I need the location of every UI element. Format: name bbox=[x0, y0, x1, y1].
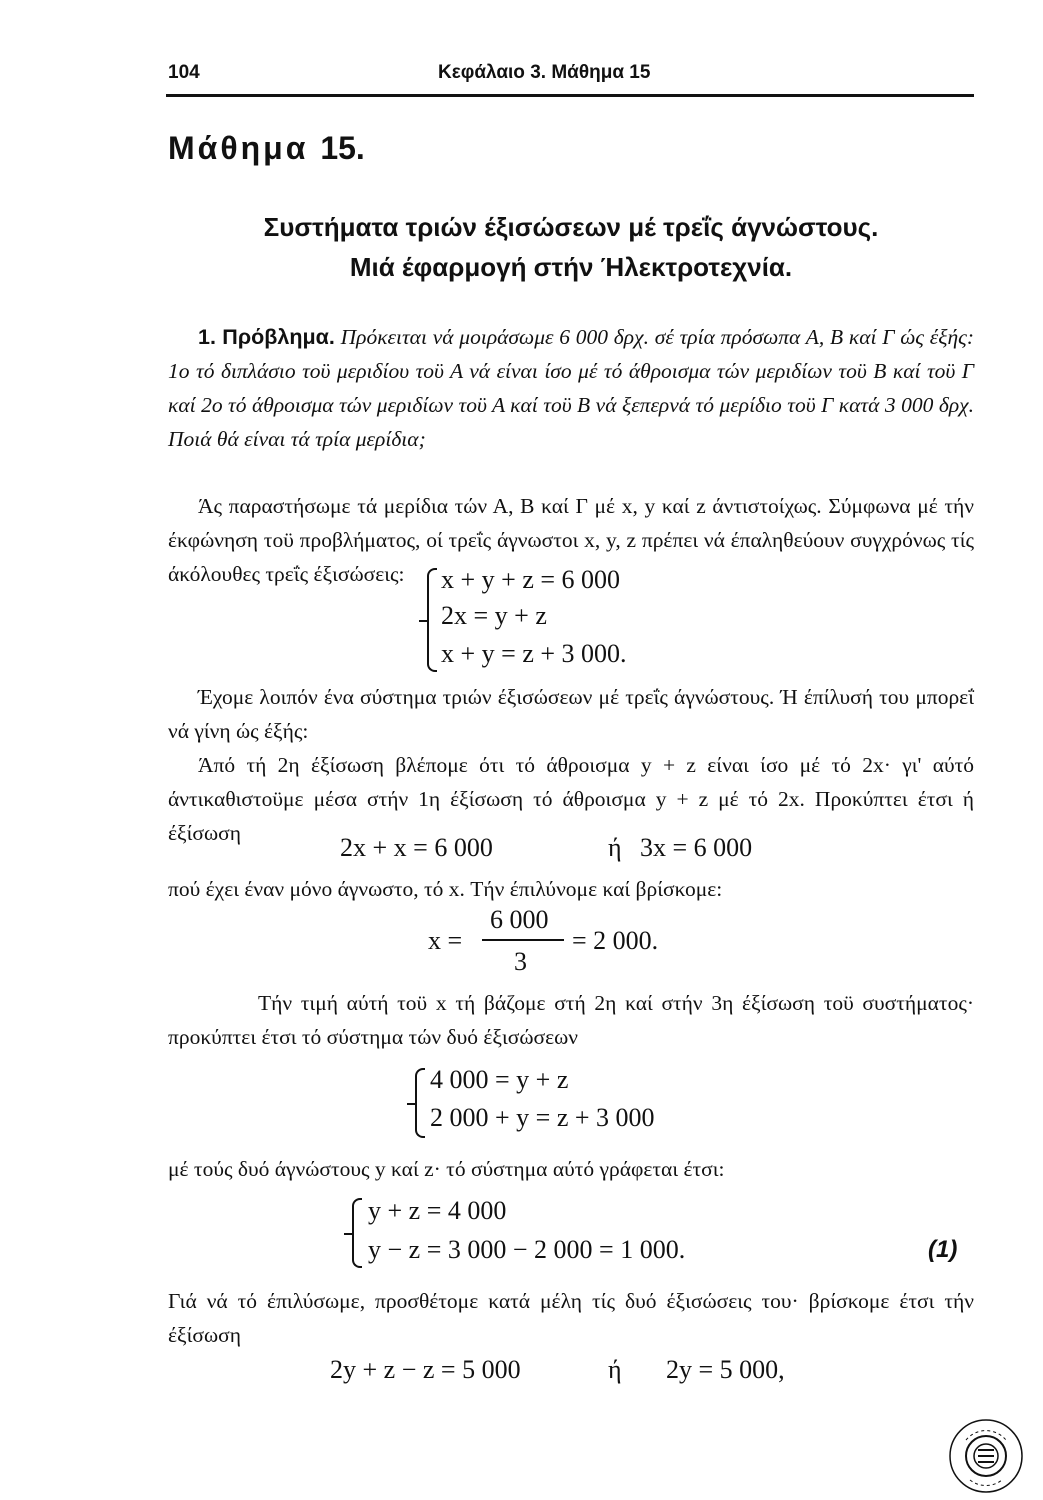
fraction-numerator: 6 000 bbox=[490, 905, 549, 934]
system1-brace bbox=[427, 568, 437, 672]
single-eq-or: ή bbox=[608, 833, 622, 862]
system3-brace bbox=[352, 1198, 362, 1268]
problem-text-line1: Πρόκειται νά μοιράσωμε 6 000 δρχ. σέ τρία bbox=[340, 325, 715, 349]
paragraph-with bbox=[168, 1152, 974, 1186]
lesson-word: Μάθημα bbox=[168, 130, 309, 166]
paragraph-from bbox=[168, 748, 974, 850]
paragraph-value-text: Τήν τιμή αύτή τοϋ x τή βάζομε στή 2η καί στήν 3η έξίσωση τοϋ συστήματος· προκύπτει έτσι τό σύστημα τών δυό έξισώσεων bbox=[168, 991, 974, 1049]
system2-eq2: 2 000 + y = z + 3 000 bbox=[430, 1103, 655, 1132]
system1-eq3: x + y = z + 3 000. bbox=[441, 639, 627, 668]
final-eq-right: 2y = 5 000, bbox=[666, 1355, 785, 1384]
section-title-line1: Συστήματα τριών έξισώσεων μέ τρεΐς άγνώστους. bbox=[263, 212, 879, 242]
problem-label: 1. Πρόβλημα. bbox=[198, 325, 335, 349]
header-rule bbox=[166, 94, 974, 97]
final-eq-left: 2y + z − z = 5 000 bbox=[330, 1355, 521, 1384]
single-eq-left: 2x + x = 6 000 bbox=[340, 833, 493, 862]
paragraph-which bbox=[168, 872, 974, 906]
system1-eq2: 2x = y + z bbox=[441, 601, 547, 630]
problem-text-rest: πρόσωπα Α, Β καί Γ ώς έξής: 1ο τό διπλάσιο τοϋ μεριδίου τοϋ Α νά είναι ίσο μέ τό άθροισμα τών μεριδίων τοϋ Β καί τοϋ Γ καί 2ο τό άθροισμα τών μεριδίων τοϋ Α καί τοϋ Β νά ξεπερνά τό μερίδιο τοϋ Γ κατά 3 000 δρχ. Ποιά θά είναι τά τρία μερίδια; bbox=[168, 325, 974, 451]
system2-eq1: 4 000 = y + z bbox=[430, 1065, 569, 1094]
paragraph-solve-text: Γιά νά τό έπιλύσωμε, προσθέτομε κατά μέλη τίς δυό έξισώσεις του· βρίσκομε έτσι τήν έξίσωση bbox=[168, 1289, 974, 1347]
single-eq-right: 3x = 6 000 bbox=[640, 833, 753, 862]
running-title: Κεφάλαιο 3. Μάθημα 15 bbox=[438, 62, 651, 83]
problem-paragraph bbox=[168, 320, 974, 456]
system3-label: (1) bbox=[928, 1236, 958, 1263]
lesson-heading bbox=[168, 130, 365, 167]
paragraph-value bbox=[168, 986, 974, 1054]
system3-eq1: y + z = 4 000 bbox=[368, 1196, 507, 1225]
paragraph-have bbox=[168, 680, 974, 748]
fraction-rhs: = 2 000. bbox=[572, 926, 659, 955]
final-eq-or: ή bbox=[608, 1355, 622, 1384]
fraction-bar bbox=[482, 939, 564, 941]
fraction-denominator: 3 bbox=[514, 947, 527, 976]
system3-eq2: y − z = 3 000 − 2 000 = 1 000. bbox=[368, 1235, 686, 1264]
running-header bbox=[168, 62, 974, 92]
fraction-lhs: x = bbox=[428, 926, 463, 955]
paragraph-solve bbox=[168, 1284, 974, 1352]
system1-eq1: x + y + z = 6 000 bbox=[441, 565, 621, 594]
section-title-line2: Μιά έφαρμογή στήν Ήλεκτροτεχνία. bbox=[349, 252, 793, 282]
paragraph-have-text: Έχομε λοιπόν ένα σύστημα τριών έξισώσεων μέ τρεΐς άγνώστους. Ή έπίλυσή του μπορεΐ νά γίνη ώς έξής: bbox=[168, 685, 974, 743]
foundation-seal-icon bbox=[948, 1418, 1024, 1494]
page-number: 104 bbox=[168, 62, 200, 83]
system2-brace bbox=[415, 1068, 425, 1138]
paragraph-let-text: Άς παραστήσωμε τά μερίδια τών Α, Β καί Γ μέ x, y καί z άντιστοίχως. Σύμφωνα μέ τήν έκφώνηση τοϋ προβλήματος, οί τρεΐς άγνωστοι x, y, z πρέπει νά έπαληθεύουν συγχρόνως τίς άκόλουθες τρεΐς έξισώσεις: bbox=[168, 494, 974, 586]
paragraph-which-text: πού έχει έναν μόνο άγνωστο, τό x. Τήν έπιλύνομε καί βρίσκομε: bbox=[168, 877, 723, 901]
lesson-number: 15. bbox=[320, 130, 365, 166]
paragraph-with-text: μέ τούς δυό άγνώστους y καί z· τό σύστημα αύτό γράφεται έτσι: bbox=[168, 1157, 725, 1181]
paragraph-from-text: Άπό τή 2η έξίσωση βλέπομε ότι τό άθροισμα y + z είναι ίσο μέ τό 2x· γι' αύτό άντικαθιστοϋμε μέσα στήν 1η έξίσωση τό άθροισμα y + z μέ τό 2x. Προκύπτει έτσι ή έξίσωση bbox=[168, 753, 974, 845]
